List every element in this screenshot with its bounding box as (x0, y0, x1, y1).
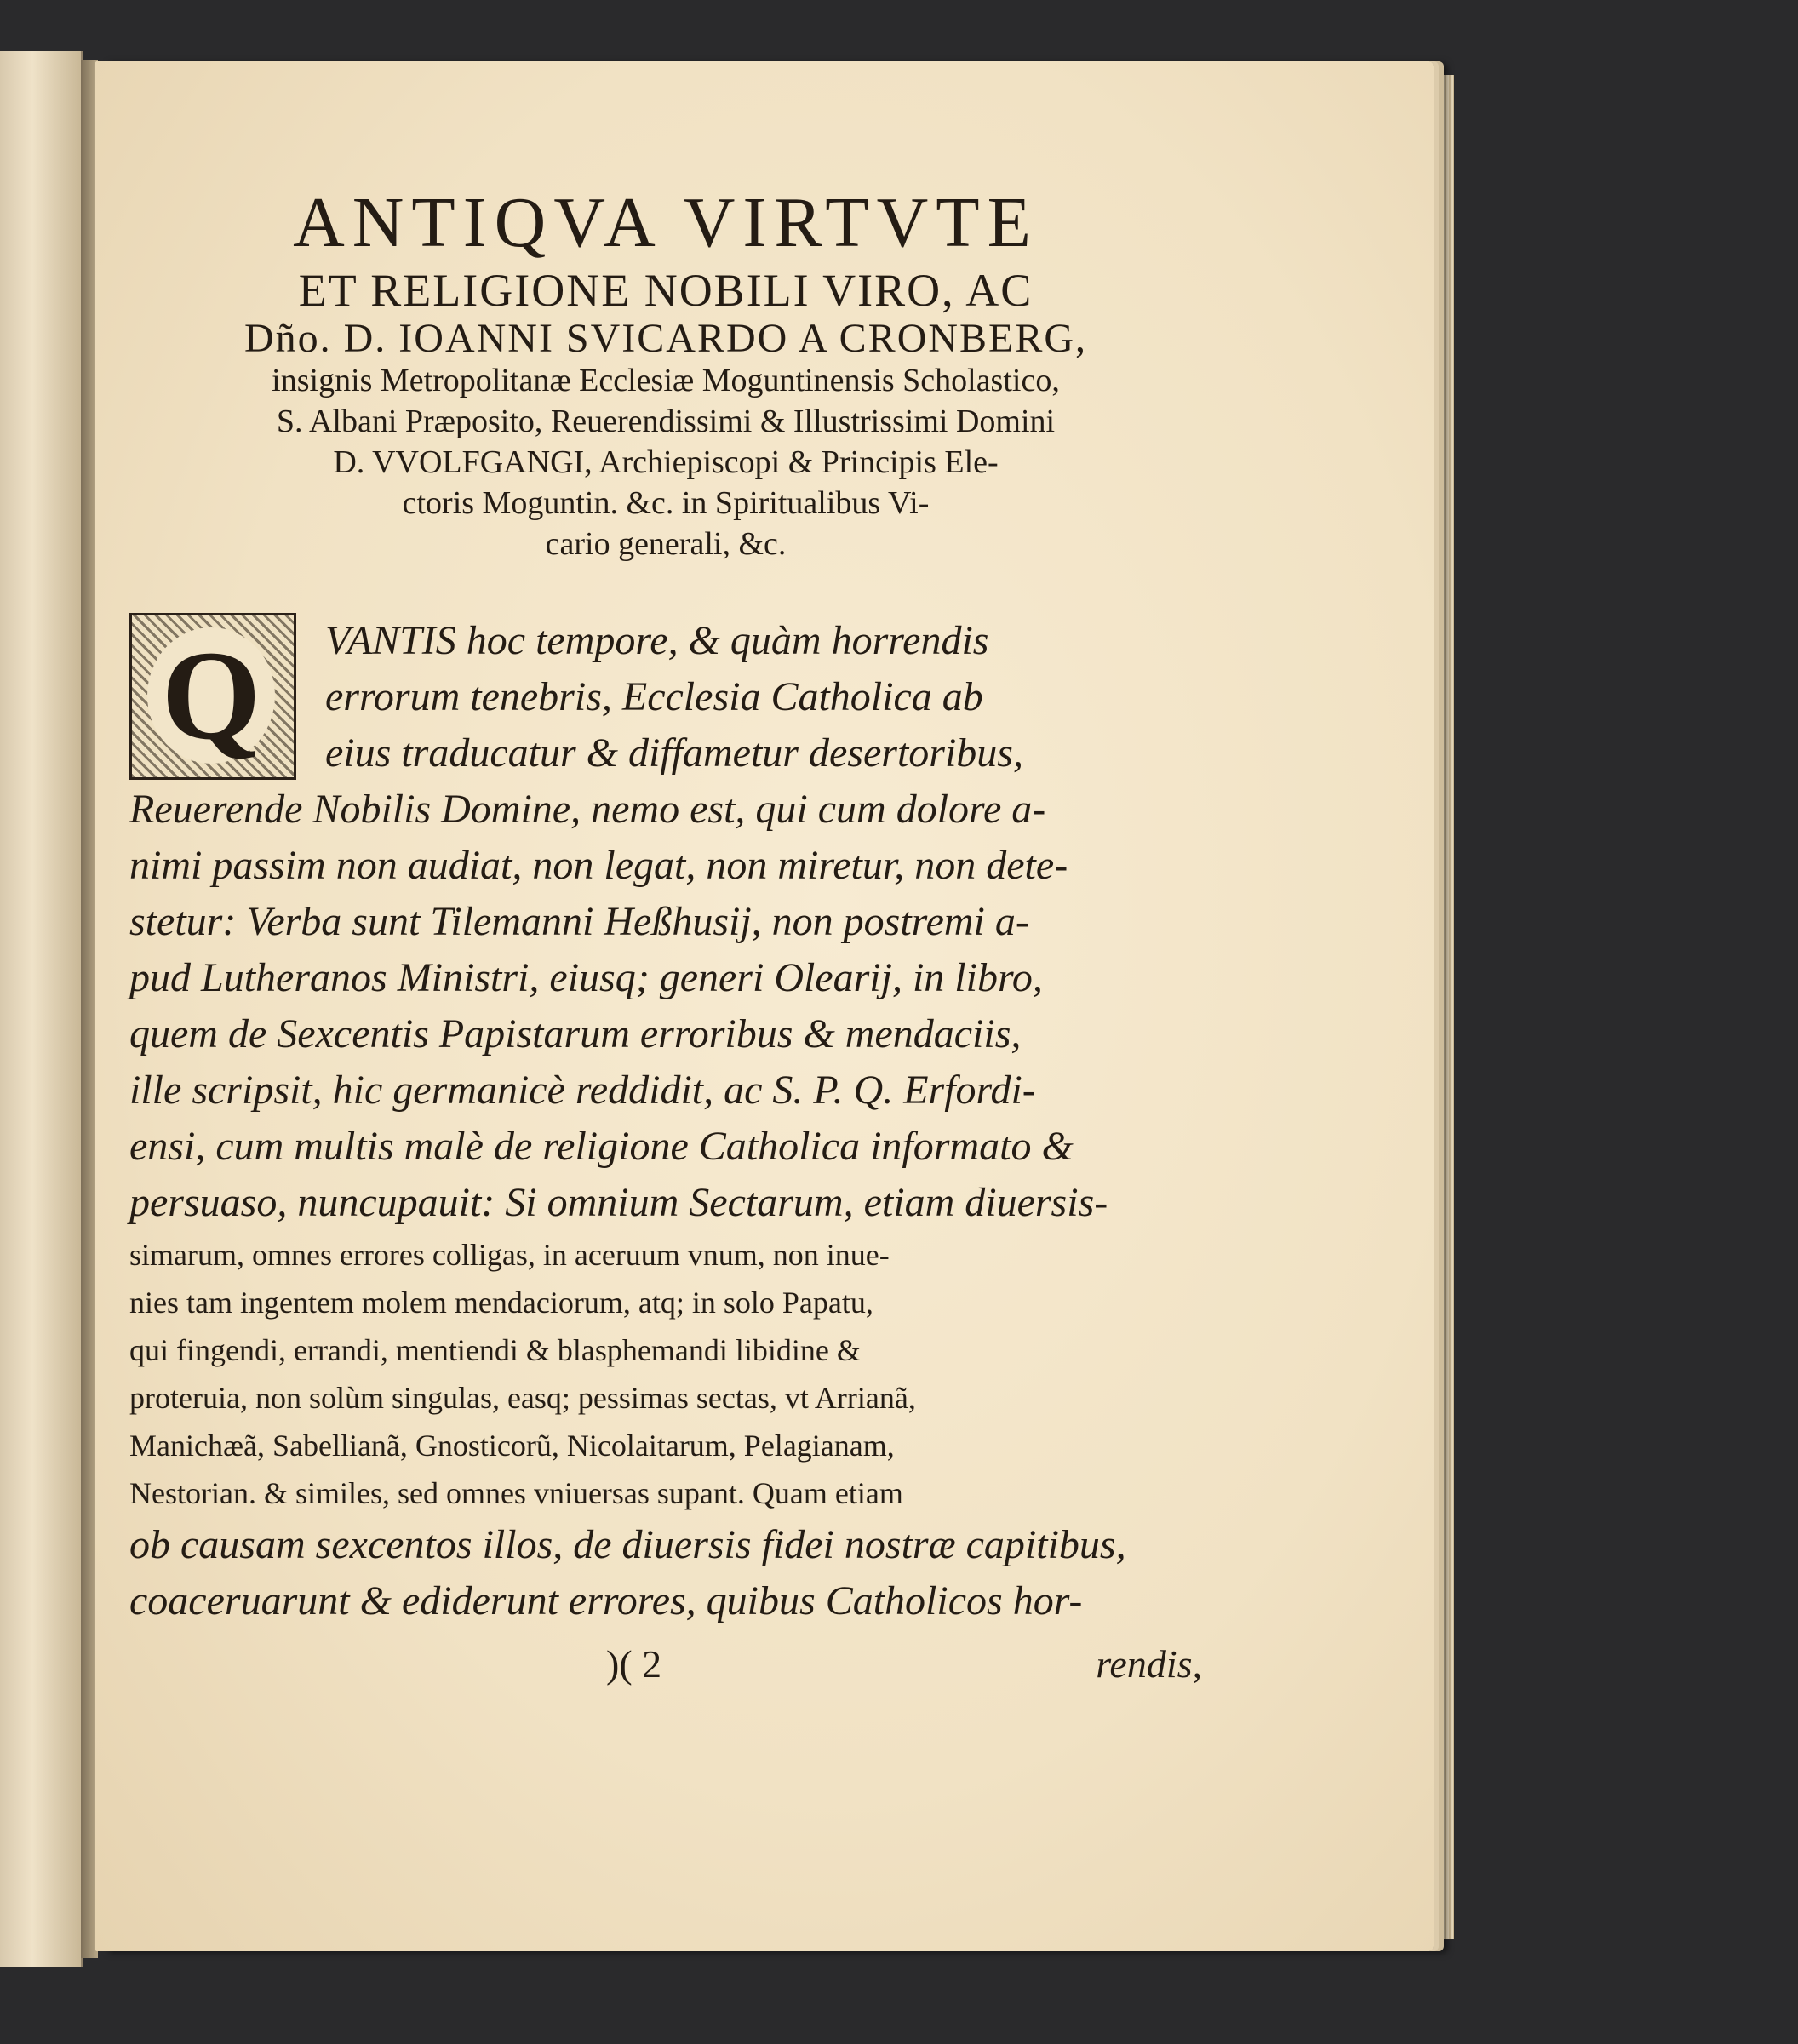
title-line-1: ANTIQVA VIRTVTE (293, 183, 1039, 262)
page-footer (129, 1641, 1202, 1692)
body-line: Manichæã, Sabellianã, Gnosticorũ, Nicolaitarum, Pelagianam, (129, 1429, 895, 1463)
catchword: rendis, (1096, 1642, 1202, 1686)
dedication-title (129, 183, 1202, 562)
decorated-initial (129, 613, 296, 780)
body-line: Nestorian. & similes, sed omnes vniuersas supant. Quam etiam (129, 1476, 903, 1510)
body-line: pud Lutheranos Ministri, eiusq; generi Olearij, in libro, (129, 955, 1043, 1000)
title-line-2: ET RELIGIONE NOBILI VIRO, AC (298, 265, 1034, 316)
left-page-edge (0, 51, 83, 1967)
title-line-8: cario generali, &c. (545, 526, 787, 562)
title-line-4: insignis Metropolitanæ Ecclesiæ Moguntinensis Scholastico, (272, 363, 1060, 398)
body-line: VANTIS hoc tempore, & quàm horrendis (325, 618, 989, 663)
body-line: simarum, omnes errores colligas, in aceruum vnum, non inue- (129, 1238, 890, 1272)
initial-letter: Q (147, 627, 275, 764)
body-line: quem de Sexcentis Papistarum erroribus & mendaciis, (129, 1011, 1022, 1056)
body-line: nies tam ingentem molem mendaciorum, atq; in solo Papatu, (129, 1285, 873, 1320)
body-line: persuaso, nuncupauit: Si omnium Sectarum, etiam diuersis- (129, 1180, 1108, 1225)
title-line-6: D. VVOLFGANGI, Archiepiscopi & Principis Ele- (333, 444, 999, 480)
body-line: errorum tenebris, Ecclesia Catholica ab (325, 674, 983, 719)
body-line: proteruia, non solùm singulas, easq; pessimas sectas, vt Arrianã, (129, 1381, 916, 1415)
page-text (129, 183, 1202, 1692)
body-line: Reuerende Nobilis Domine, nemo est, qui cum dolore a- (129, 787, 1046, 832)
body-line: stetur: Verba sunt Tilemanni Heßhusij, non postremi a- (129, 899, 1029, 944)
title-line-5: S. Albani Præposito, Reuerendissimi & Illustrissimi Domini (276, 404, 1056, 439)
body-line: qui fingendi, errandi, mentiendi & blasphemandi libidine & (129, 1333, 861, 1367)
body-line: nimi passim non audiat, non legat, non miretur, non dete- (129, 843, 1068, 888)
body-line: coaceruarunt & ediderunt errores, quibus Catholicos hor- (129, 1578, 1083, 1623)
body-line: ille scripsit, hic germanicè reddidit, ac S. P. Q. Erfordi- (129, 1068, 1036, 1113)
body-line: ensi, cum multis malè de religione Catholica informato & (129, 1124, 1074, 1169)
body-line: eius traducatur & diffametur desertoribus, (325, 730, 1023, 776)
title-line-7: ctoris Moguntin. &c. in Spiritualibus Vi- (402, 485, 930, 521)
page-stack-edge (1434, 75, 1454, 1939)
body-text (129, 613, 1202, 1692)
title-line-3: Dño. D. IOANNI SVICARDO A CRONBERG, (243, 316, 1088, 361)
body-line: ob causam sexcentos illos, de diuersis fidei nostræ capitibus, (129, 1522, 1126, 1567)
signature-mark: )( 2 (606, 1642, 662, 1686)
